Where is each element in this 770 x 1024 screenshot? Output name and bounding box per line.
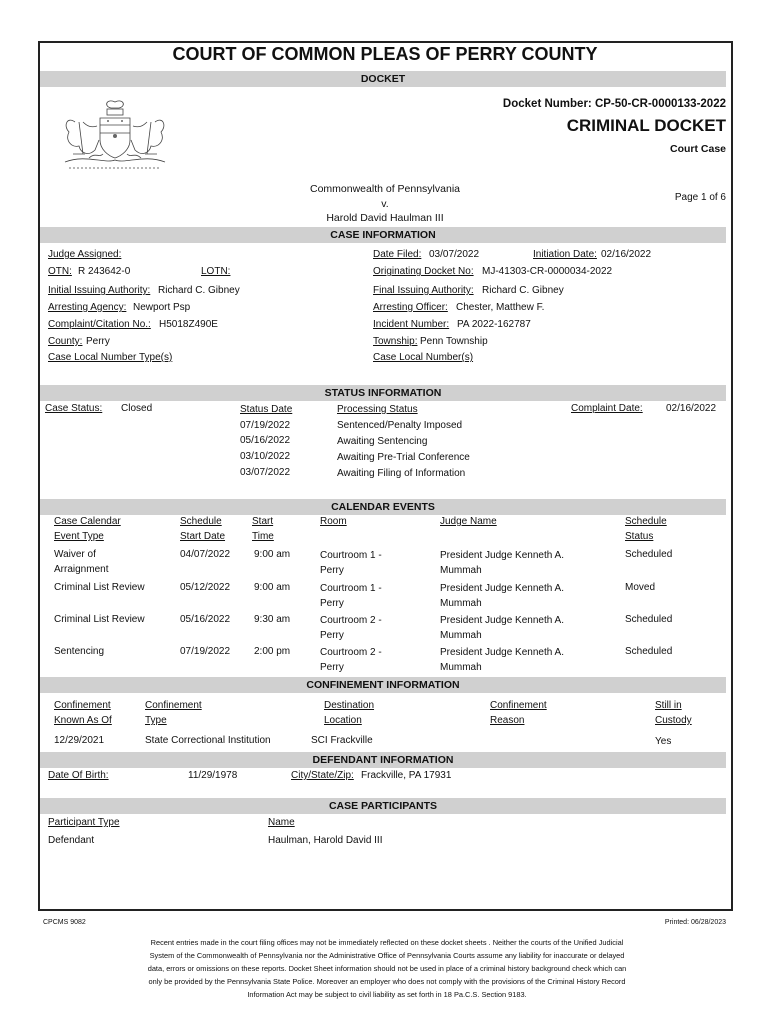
- date-filed-value: 03/07/2022: [429, 249, 480, 260]
- complaint-value: H5018Z490E: [159, 319, 218, 330]
- confinement-header-destination: Destination: [324, 700, 375, 711]
- status-row-status: Awaiting Sentencing: [337, 436, 428, 447]
- date-filed-label: Date Filed:: [373, 249, 422, 260]
- calendar-header-start-date: Start Date: [180, 531, 226, 542]
- docket-type: CRIMINAL DOCKET: [566, 116, 726, 135]
- participant-type: Defendant: [48, 835, 95, 846]
- calendar-event-room: Courtroom 1 -: [320, 583, 382, 594]
- arresting-agency-label: Arresting Agency:: [48, 302, 127, 313]
- calendar-event-status: Scheduled: [625, 549, 673, 560]
- page-indicator: Page 1 of 6: [674, 192, 726, 203]
- confinement-header-reason: Confinement: [490, 700, 547, 711]
- confinement-header-reason: Reason: [490, 715, 525, 726]
- calendar-header-status: Status: [625, 531, 654, 542]
- final-issuing-label: Final Issuing Authority:: [373, 285, 474, 296]
- calendar-header-start-time: Start: [252, 516, 274, 527]
- calendar-event-judge: Mummah: [440, 630, 482, 641]
- city-state-zip-label: City/State/Zip:: [291, 770, 354, 781]
- status-row-status: Sentenced/Penalty Imposed: [337, 420, 463, 431]
- form-id: CPCMS 9082: [43, 919, 86, 926]
- calendar-event-time: 2:00 pm: [254, 646, 291, 657]
- calendar-event-room: Courtroom 2 -: [320, 647, 382, 658]
- otn-value: R 243642-0: [78, 266, 131, 277]
- status-row-date: 07/19/2022: [240, 420, 291, 431]
- calendar-event-judge: Mummah: [440, 662, 482, 673]
- calendar-header-event-type: Case Calendar: [54, 516, 121, 527]
- calendar-event-type: Criminal List Review: [54, 614, 145, 625]
- calendar-header-room: Room: [320, 516, 347, 527]
- calendar-event-room: Courtroom 1 -: [320, 550, 382, 561]
- status-row-status: Awaiting Pre-Trial Conference: [337, 452, 470, 463]
- complaint-date-label: Complaint Date:: [571, 403, 643, 414]
- township-label: Township:: [373, 336, 418, 347]
- calendar-event-status: Moved: [625, 582, 656, 593]
- disclaimer-line: only be provided by the Pennsylvania State Police. Moreover an employer who does not comply with the provisions of the Criminal History Record: [148, 977, 626, 986]
- initiation-date-label: Initiation Date:: [533, 249, 597, 260]
- caption-v: v.: [381, 198, 389, 210]
- calendar-event-date: 05/12/2022: [180, 582, 231, 593]
- status-row-date: 03/07/2022: [240, 467, 291, 478]
- status-row-date: 05/16/2022: [240, 435, 291, 446]
- initial-issuing-value: Richard C. Gibney: [158, 285, 240, 296]
- calendar-event-judge: President Judge Kenneth A.: [440, 615, 564, 626]
- calendar-event-date: 05/16/2022: [180, 614, 231, 625]
- calendar-event-type: Criminal List Review: [54, 582, 145, 593]
- participant-name-header: Name: [268, 817, 295, 828]
- case-participants-bar: CASE PARTICIPANTS: [40, 798, 726, 814]
- final-issuing-value: Richard C. Gibney: [482, 285, 564, 296]
- pa-coat-of-arms-seal: [45, 92, 185, 177]
- case-information-bar: CASE INFORMATION: [40, 227, 726, 243]
- calendar-event-type: Waiver of: [54, 549, 96, 560]
- confinement-location: SCI Frackville: [311, 735, 373, 746]
- case-status-label: Case Status:: [45, 403, 103, 414]
- calendar-event-type: Arraignment: [54, 564, 109, 575]
- complaint-date-value: 02/16/2022: [666, 403, 717, 414]
- confinement-header-known: Confinement: [54, 700, 111, 711]
- arresting-officer-label: Arresting Officer:: [373, 302, 448, 313]
- originating-docket-value: MJ-41303-CR-0000034-2022: [482, 266, 613, 277]
- incident-value: PA 2022-162787: [457, 319, 531, 330]
- calendar-event-status: Scheduled: [625, 614, 673, 625]
- confinement-header-destination: Location: [324, 715, 362, 726]
- calendar-event-judge: President Judge Kenneth A.: [440, 583, 564, 594]
- initial-issuing-label: Initial Issuing Authority:: [48, 285, 151, 296]
- case-status-value: Closed: [121, 403, 153, 414]
- status-row-date: 03/10/2022: [240, 451, 291, 462]
- calendar-header-status: Schedule: [625, 516, 667, 527]
- calendar-event-judge: Mummah: [440, 565, 482, 576]
- calendar-event-judge: Mummah: [440, 598, 482, 609]
- arresting-agency-value: Newport Psp: [133, 302, 191, 313]
- calendar-event-status: Scheduled: [625, 646, 673, 657]
- disclaimer-line: Information Act may be subject to civil liability as set forth in 18 Pa.C.S. Section 9183.: [247, 990, 527, 999]
- defendant-information-bar: DEFENDANT INFORMATION: [40, 752, 726, 768]
- city-state-zip-value: Frackville, PA 17931: [361, 770, 452, 781]
- township-value: Penn Township: [420, 336, 488, 347]
- confinement-header-custody: Custody: [655, 715, 692, 726]
- calendar-header-event-type: Event Type: [54, 531, 104, 542]
- calendar-header-start-time: Time: [252, 531, 274, 542]
- county-value: Perry: [86, 336, 110, 347]
- complaint-label: Complaint/Citation No.:: [48, 319, 151, 330]
- incident-label: Incident Number:: [373, 319, 450, 330]
- calendar-event-room: Courtroom 2 -: [320, 615, 382, 626]
- calendar-event-date: 04/07/2022: [180, 549, 231, 560]
- confinement-information-bar: CONFINEMENT INFORMATION: [40, 677, 726, 693]
- processing-status-header: Processing Status: [337, 404, 418, 415]
- confinement-type: State Correctional Institution: [145, 735, 271, 746]
- docket-number: Docket Number: CP-50-CR-0000133-2022: [502, 98, 726, 110]
- participant-name: Haulman, Harold David III: [268, 835, 383, 846]
- originating-docket-label: Originating Docket No:: [373, 266, 474, 277]
- otn-label: OTN:: [48, 266, 72, 277]
- participant-type-header: Participant Type: [48, 817, 120, 828]
- calendar-header-judge: Judge Name: [440, 516, 497, 527]
- caption-plaintiff: Commonwealth of Pennsylvania: [310, 183, 460, 195]
- disclaimer-line: data, errors or omissions on these reports. Docket Sheet information should not be used in place of a criminal history background check which can: [147, 964, 627, 973]
- calendar-event-room: Perry: [320, 598, 344, 609]
- disclaimer-line: Recent entries made in the court filing offices may not be immediately reflected on these docket sheets . Neither the courts of the Unified Judicial: [150, 938, 624, 947]
- still-in-custody: Yes: [655, 736, 672, 747]
- printed-date: Printed: 06/28/2023: [664, 919, 726, 926]
- calendar-event-time: 9:00 am: [254, 549, 291, 560]
- calendar-events-bar: CALENDAR EVENTS: [40, 499, 726, 515]
- disclaimer-line: System of the Commonwealth of Pennsylvania nor the Administrative Office of Pennsylvania Courts assume any liability for inaccurate or delayed: [149, 951, 625, 960]
- case-local-number-type-label: Case Local Number Type(s): [48, 352, 173, 363]
- disclaimer: [90, 936, 684, 1001]
- calendar-event-judge: President Judge Kenneth A.: [440, 647, 564, 658]
- court-title: COURT OF COMMON PLEAS OF PERRY COUNTY: [172, 44, 598, 64]
- confinement-header-type: Type: [145, 715, 167, 726]
- county-label: County:: [48, 336, 83, 347]
- calendar-event-room: Perry: [320, 565, 344, 576]
- calendar-event-time: 9:00 am: [254, 582, 291, 593]
- status-date-header: Status Date: [240, 404, 293, 415]
- judge-assigned-label: Judge Assigned:: [48, 249, 122, 260]
- arresting-officer-value: Chester, Matthew F.: [456, 302, 545, 313]
- case-type: Court Case: [669, 143, 726, 155]
- confinement-header-type: Confinement: [145, 700, 202, 711]
- calendar-event-date: 07/19/2022: [180, 646, 231, 657]
- dob-value: 11/29/1978: [188, 770, 238, 781]
- case-local-number-label: Case Local Number(s): [373, 352, 474, 363]
- initiation-date-value: 02/16/2022: [601, 249, 652, 260]
- calendar-event-room: Perry: [320, 630, 344, 641]
- docket-bar: DOCKET: [40, 71, 726, 87]
- status-information-bar: STATUS INFORMATION: [40, 385, 726, 401]
- calendar-event-judge: President Judge Kenneth A.: [440, 550, 564, 561]
- calendar-header-start-date: Schedule: [180, 516, 222, 527]
- caption-defendant: Harold David Haulman III: [326, 212, 444, 224]
- confinement-known-as-of: 12/29/2021: [54, 735, 105, 746]
- confinement-header-known: Known As Of: [54, 715, 112, 726]
- confinement-header-custody: Still in: [655, 700, 682, 711]
- calendar-event-type: Sentencing: [54, 646, 105, 657]
- lotn-label: LOTN:: [201, 266, 231, 277]
- status-row-status: Awaiting Filing of Information: [337, 468, 466, 479]
- dob-label: Date Of Birth:: [48, 770, 109, 781]
- calendar-event-time: 9:30 am: [254, 614, 291, 625]
- calendar-event-room: Perry: [320, 662, 344, 673]
